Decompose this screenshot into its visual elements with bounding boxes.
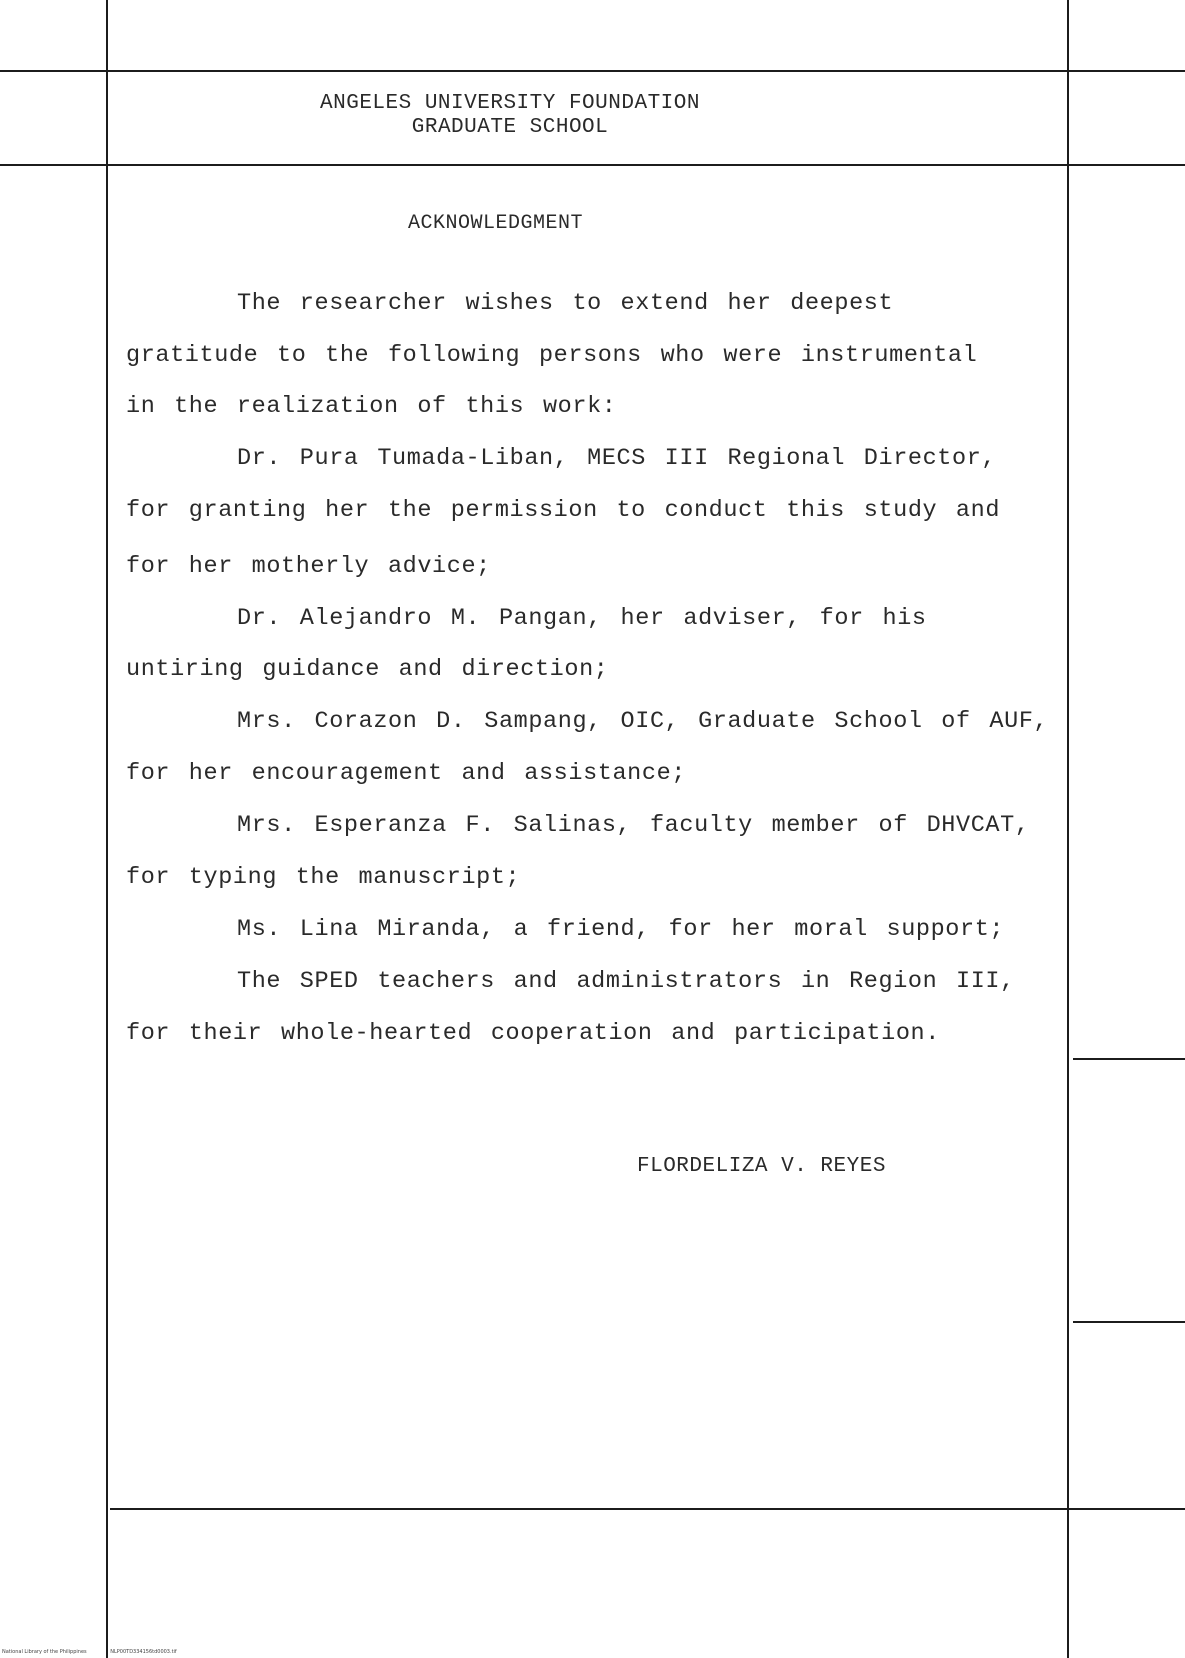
body-line: The SPED teachers and administrators in Region III, [237,968,1015,995]
body-line: for their whole-hearted cooperation and participation. [126,1020,940,1047]
bottom-rule [110,1508,1185,1510]
right-margin-rule-2 [1073,1321,1185,1323]
body-line: for her encouragement and assistance; [126,760,686,787]
top-rule [0,70,1185,72]
right-border-line [1067,0,1069,1658]
body-line: untiring guidance and direction; [126,656,609,683]
file-id: NLP00TD334156td0003.tif [110,1649,177,1655]
school-name: GRADUATE SCHOOL [411,116,609,139]
body-line: The researcher wishes to extend her deepest [237,290,894,317]
body-line: for typing the manuscript; [126,864,521,891]
body-line: for granting her the permission to conduct this study and [126,497,1001,524]
institution-header [270,92,750,140]
library-credit: National Library of the Philippines [2,1649,87,1655]
body-line: gratitude to the following persons who were instrumental [126,342,978,369]
body-line: Mrs. Esperanza F. Salinas, faculty member of DHVCAT, [237,812,1030,839]
body-line: Ms. Lina Miranda, a friend, for her moral support; [237,916,1005,943]
scan-footer [2,1649,199,1655]
body-line: Mrs. Corazon D. Sampang, OIC, Graduate School of AUF, [237,708,1049,735]
author-signature: FLORDELIZA V. REYES [637,1155,886,1178]
header-rule [0,164,1185,166]
body-line: Dr. Alejandro M. Pangan, her adviser, for his [237,605,927,632]
body-line: Dr. Pura Tumada-Liban, MECS III Regional Director, [237,445,997,472]
institution-name: ANGELES UNIVERSITY FOUNDATION [320,92,700,115]
body-line: for her motherly advice; [126,553,491,580]
right-margin-rule-1 [1073,1058,1185,1060]
page-title: ACKNOWLEDGMENT [408,212,584,235]
left-border-line [106,0,108,1658]
body-line: in the realization of this work: [126,393,617,420]
